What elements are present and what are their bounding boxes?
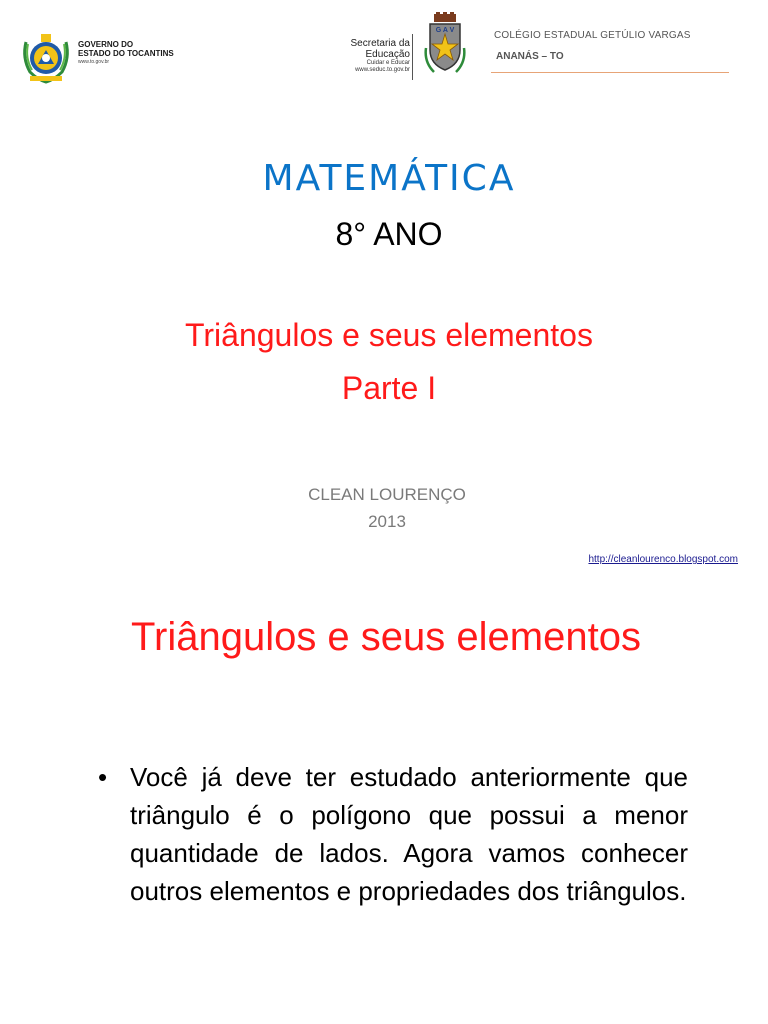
section-heading: Triângulos e seus elementos [131, 615, 641, 659]
bullet-text: Você já deve ter estudado anteriormente que triângulo é o polígono que possui a menor quantidade de lados. Agora vamos conhecer outros elementos e propriedades dos triângulos. [130, 762, 688, 906]
school-city: ANANÁS – TO [496, 51, 564, 62]
tocantins-coat-of-arms-icon [20, 28, 72, 84]
subject-title: MATEMÁTICA [262, 158, 516, 199]
secretaria-block [336, 38, 410, 74]
school-crest-icon [424, 12, 466, 76]
header-divider [412, 34, 413, 80]
gov-name [78, 40, 174, 58]
lesson-title-line2: Parte I [341, 370, 437, 406]
gov-url: www.to.gov.br [78, 59, 110, 65]
gov-name-line2: ESTADO DO TOCANTINS [78, 49, 174, 58]
blog-link[interactable]: http://cleanlourenco.blogspot.com [588, 554, 738, 565]
gov-name-line1: GOVERNO DO [78, 40, 134, 49]
year-label: 2013 [368, 512, 406, 531]
secretaria-line1: Secretaria da [350, 38, 410, 49]
secretaria-tagline: Cuidar e Educar [366, 60, 410, 66]
bullet-item [98, 758, 688, 910]
secretaria-url: www.seduc.to.gov.br [355, 67, 410, 73]
lesson-title-line1: Triângulos e seus elementos [185, 317, 593, 353]
bullet-list [98, 758, 688, 910]
school-underline [491, 72, 729, 73]
bullet-icon: • [98, 762, 108, 792]
grade-label: 8° ANO [335, 216, 443, 252]
slide-header [0, 0, 768, 90]
author-name: CLEAN LOURENÇO [308, 485, 466, 504]
secretaria-line2: Educação [365, 49, 410, 60]
school-crest-letters: G A V [435, 27, 455, 34]
school-name: COLÉGIO ESTADUAL GETÚLIO VARGAS [494, 30, 691, 41]
